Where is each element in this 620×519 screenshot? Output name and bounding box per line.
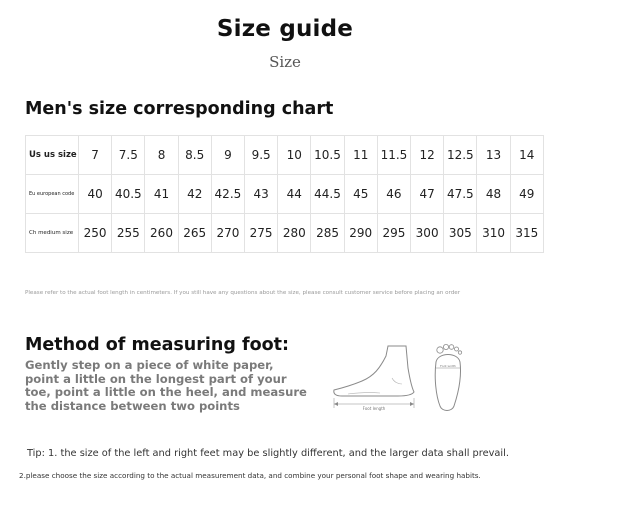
page-title: Size guide — [216, 16, 354, 42]
table-row-us-size — [26, 136, 544, 175]
size-chart-heading: Men's size corresponding chart — [25, 99, 334, 119]
tip-line-1: Tip: 1. the size of the left and right feet may be slightly different, and the larger data shall prevail. — [27, 448, 509, 459]
table-cell: 315 — [510, 214, 543, 253]
method-line: point a little on the longest part of your — [25, 371, 287, 386]
table-cell: 11.5 — [377, 136, 410, 175]
side-foot-ankle-line — [392, 378, 402, 384]
table-cell: 8 — [145, 136, 178, 175]
toe-2 — [443, 344, 448, 349]
table-cell: 13 — [477, 136, 510, 175]
table-cell: 9.5 — [245, 136, 278, 175]
method-line: Gently step on a piece of white paper, — [25, 358, 274, 372]
table-row-ch-size — [26, 214, 544, 253]
top-foot-shape — [435, 355, 460, 411]
table-cell: 8.5 — [178, 136, 211, 175]
table-cell: 12 — [411, 136, 444, 175]
table-cell: 9 — [211, 136, 244, 175]
method-line: toe, point a little on the heel, and measure — [25, 385, 307, 399]
toe-1 — [437, 347, 443, 353]
table-cell: 7.5 — [112, 136, 145, 175]
table-cell: 295 — [377, 214, 410, 253]
table-cell: 275 — [245, 214, 278, 253]
foot-measurement-icon — [328, 338, 478, 418]
table-cell: 40.5 — [112, 175, 145, 214]
table-cell: 290 — [344, 214, 377, 253]
row-label-us-size: Us us size — [26, 136, 79, 175]
table-cell: 44 — [278, 175, 311, 214]
table-cell: 43 — [245, 175, 278, 214]
table-cell: 12.5 — [444, 136, 477, 175]
table-cell: 42.5 — [211, 175, 244, 214]
side-foot-shape — [334, 346, 414, 396]
table-cell: 40 — [79, 175, 112, 214]
table-cell: 310 — [477, 214, 510, 253]
table-cell: 46 — [377, 175, 410, 214]
table-cell: 14 — [510, 136, 543, 175]
toe-3 — [449, 345, 454, 350]
arrow-right-head — [410, 402, 414, 406]
table-cell: 48 — [477, 175, 510, 214]
method-instructions — [25, 359, 325, 413]
table-cell: 44.5 — [311, 175, 344, 214]
tip-line-2: 2.please choose the size according to the actual measurement data, and combine your personal foot shape and wearing habits. — [19, 471, 481, 480]
method-line: the distance between two points — [25, 398, 240, 413]
table-cell: 42 — [178, 175, 211, 214]
table-cell: 11 — [344, 136, 377, 175]
table-cell: 49 — [510, 175, 543, 214]
table-cell: 300 — [411, 214, 444, 253]
table-cell: 255 — [112, 214, 145, 253]
foot-length-label: Foot length — [362, 406, 386, 411]
table-row-eu-code — [26, 175, 544, 214]
table-cell: 41 — [145, 175, 178, 214]
table-cell: 280 — [278, 214, 311, 253]
table-cell: 250 — [79, 214, 112, 253]
method-heading: Method of measuring foot: — [25, 335, 289, 355]
table-cell: 45 — [344, 175, 377, 214]
foot-width-label: Foot width — [440, 364, 456, 368]
toe-5 — [458, 351, 461, 354]
table-cell: 260 — [145, 214, 178, 253]
table-cell: 47 — [411, 175, 444, 214]
side-foot-sole-line — [348, 393, 380, 394]
table-cell: 10 — [278, 136, 311, 175]
page-subtitle: Size — [269, 53, 301, 71]
size-chart-note: Please refer to the actual foot length in centimeters. If you still have any questions about the size, please consult customer service before placing an order — [25, 290, 461, 296]
row-label-ch-size: Ch medium size — [26, 214, 79, 253]
arrow-left-head — [334, 402, 338, 406]
toe-4 — [455, 347, 459, 351]
table-cell: 10.5 — [311, 136, 344, 175]
table-cell: 47.5 — [444, 175, 477, 214]
table-cell: 265 — [178, 214, 211, 253]
size-chart-table — [25, 135, 544, 253]
table-cell: 7 — [79, 136, 112, 175]
row-label-eu-code: Eu european code — [26, 175, 79, 214]
table-cell: 285 — [311, 214, 344, 253]
table-cell: 305 — [444, 214, 477, 253]
table-cell: 270 — [211, 214, 244, 253]
